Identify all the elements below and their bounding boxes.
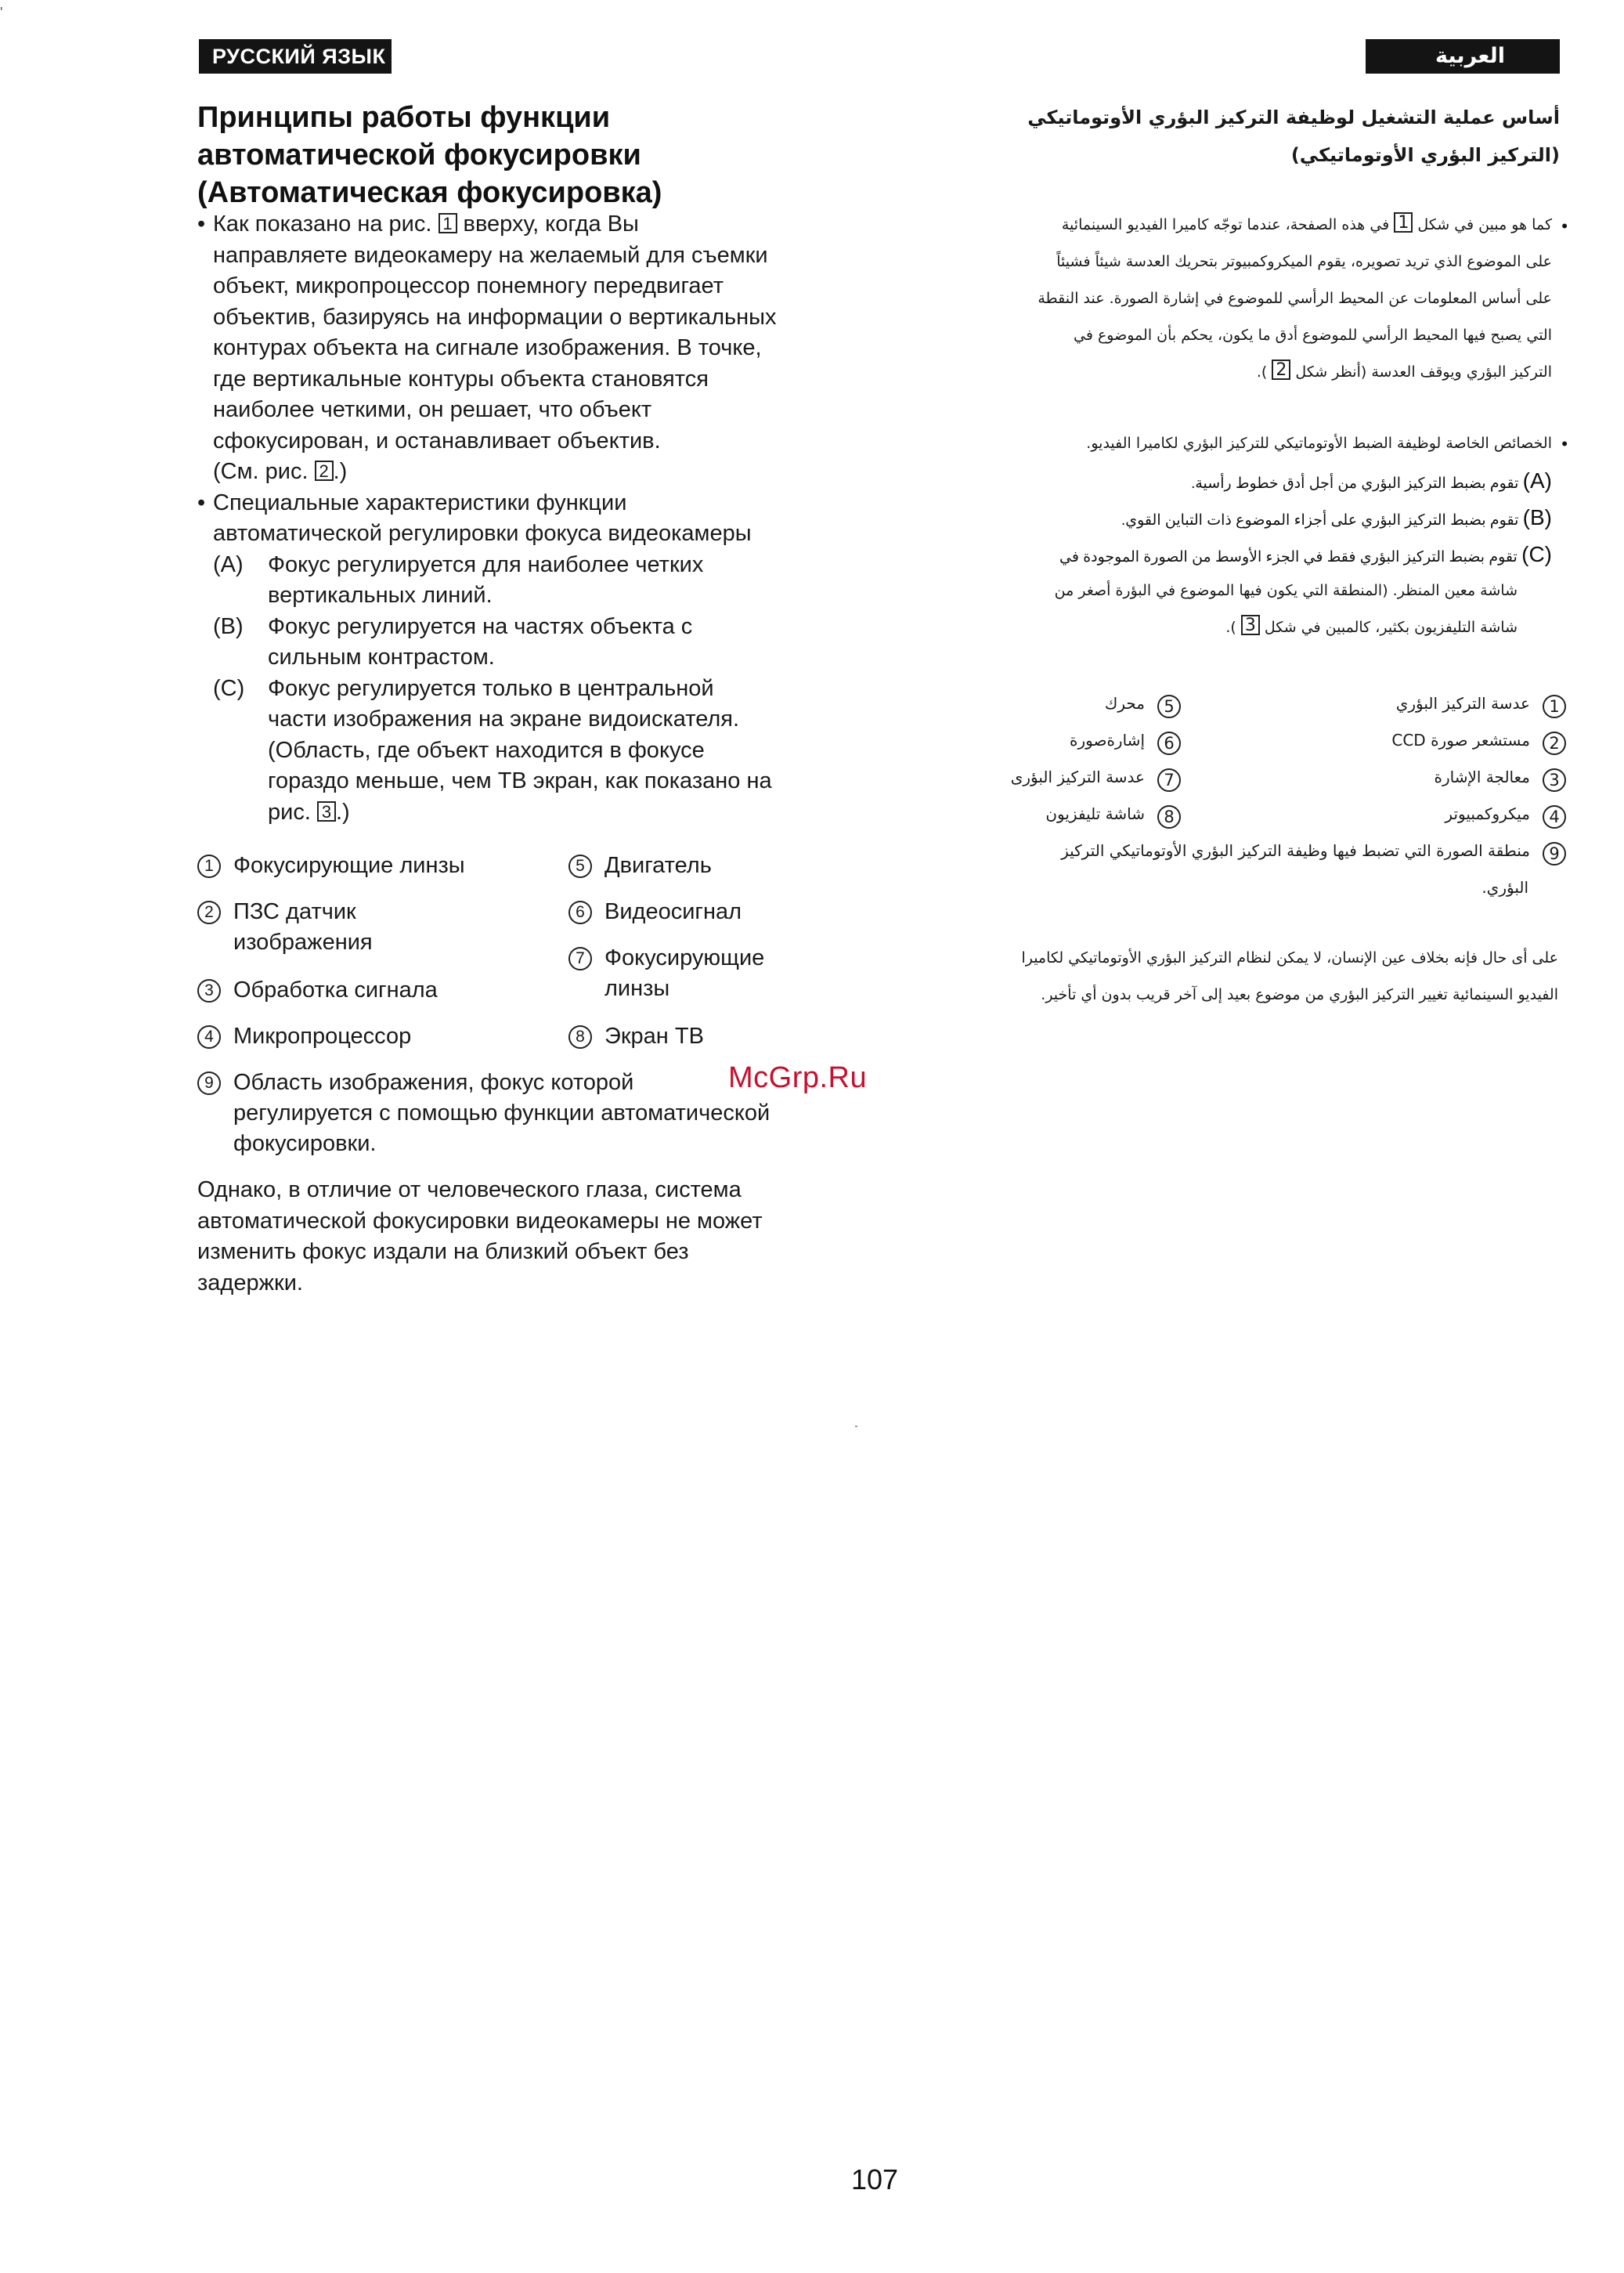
russian-bullet-1-line: направляете видеокамеру на желаемый для съемки [213,242,768,268]
russian-language-tag: РУССКИЙ ЯЗЫК [199,39,392,74]
figure-ref-box: 1 [438,213,457,233]
arabic-title [918,99,1560,174]
item-label: (B) [213,613,244,639]
arabic-title-line: أساس عملية التشغيل لوظيفة التركيز البؤري الأوتوماتيكي [1027,107,1560,128]
arabic-bullet-1: كما هو مبين في شكل 1 في هذه الصفحة، عندما توجّه كاميرا الفيديو السينمائية على الموضوع الذي تريد تصويره، يقوم الميكروكمبيوتر بتحريك العدسة شيئاً فشيئاً على أساس المعلومات عن المحيط الرأسي للموضوع في إشارة الصورة. عند النقطة التي يصبح فيها المحيط الرأسي للموضوع أدق ما يكون، يحكم بأن الموضوع في التركيز البؤري ويوقف العدسة (أنظر شكل 2 ). [1038,213,1552,381]
arabic-legend-item: 8شاشة تليفزيون [1045,796,1181,833]
circled-number: 9 [197,1071,221,1095]
speck [855,1426,857,1427]
page-number: 107 [851,2163,899,2195]
arabic-language-tag: العربية [1366,39,1560,74]
item-label: (C) [213,675,245,701]
russian-closing: Однако, в отличие от человеческого глаза, система автоматической фокусировки видеокамеры не может изменить фокус издали на близкий объект без задержки. [197,1177,763,1296]
bullet-marker: • [197,490,206,515]
russian-item-a: (A) Фокус регулируется для наиболее четких вертикальных линий. [197,550,839,612]
arabic-legend-item: 3معالجة الإشارة [1435,759,1567,796]
arabic-legend-item: 2مستشعر صورة CCD [1391,722,1566,759]
russian-bullet-2 [197,488,839,550]
arabic-item-c: (C) تقوم بضبط التركيز البؤري فقط في الجزء الأوسط من الصورة الموجودة في [1059,542,1552,566]
russian-item-c: (C) Фокус регулируется только в центральной части изображения на экране видоискателя. (Область, где объект находится в фокусе гораздо меньше, чем ТВ экран, как показано на рис. 3 .) [197,674,839,829]
circled-number: 8 [1157,805,1181,829]
russian-bullet-1-line: сфокусирован, и останавливает объектив. [213,428,661,454]
russian-bullet-1-line: где вертикальные контуры объекта становятся [213,366,709,392]
circled-number: 5 [1157,695,1181,718]
russian-title-line: (Автоматическая фокусировка) [197,176,662,209]
figure-ref-box: 1 [1394,212,1413,233]
arabic-item-c-continued: شاشة معين المنظر. (المنطقة التي يكون فيها الموضوع في البؤرة أصغر من شاشة التليفزيون بكثير، كالمبين في شكل 3 ). [1054,582,1518,636]
russian-body [197,209,839,828]
russian-title-line: автоматической фокусировки [197,139,641,172]
circled-number: 2 [1543,732,1566,755]
circled-number: 6 [1157,732,1181,755]
russian-bullet-1-line: объектив, базируясь на информации о вертикальных [213,304,777,330]
watermark: McGrp.Ru [728,1061,868,1094]
circled-number: 4 [1543,805,1566,829]
russian-bullet-1-line: (См. рис. 2 .) [213,459,348,484]
russian-bullet-1-line: объект, микропроцессор понемногу передвигает [213,273,724,298]
circled-number: 9 [1543,842,1566,865]
circled-number: 1 [1543,695,1566,718]
bullet-marker: • [1561,434,1568,454]
figure-ref-box: 2 [1272,360,1290,380]
circled-number: 2 [197,901,221,924]
bullet-marker: • [197,211,206,237]
circled-number: 6 [568,901,592,924]
russian-bullet-1 [197,209,839,488]
russian-bullet-1-line: наиболее четкими, он решает, что объект [213,397,652,422]
circled-number: 7 [1157,768,1181,792]
arabic-title-line: (التركيز البؤري الأوتوماتيكي) [1290,144,1560,166]
figure-ref-box: 3 [317,801,336,822]
bullet-marker: • [1561,216,1568,236]
russian-bullet-1-line: Как показано на рис. 1 вверху, когда Вы [213,211,639,237]
russian-title-line: Принципы работы функции [197,101,611,134]
russian-bullet-2-line: автоматической регулировки фокуса видеокамеры [213,521,752,546]
circled-number: 3 [1543,768,1566,792]
arabic-bullet-2-intro: الخصائص الخاصة لوظيفة الضبط الأوتوماتيكي للتركيز البؤري لكاميرا الفيديو. [1086,435,1552,452]
russian-title [197,99,902,211]
figure-ref-box: 2 [315,461,334,481]
arabic-legend-item: 9منطقة الصورة التي تضبط فيها وظيفة التركيز البؤري الأوتوماتيكي التركيز [1061,833,1566,869]
russian-bullet-2-line: Специальные характеристики функции [213,490,627,515]
corner-mark: ' [0,5,3,20]
circled-number: 3 [197,979,221,1003]
arabic-item-a: (A) تقوم بضبط التركيز البؤري من أجل أدق خطوط رأسية. [1191,468,1552,493]
arabic-item-b: (B) تقوم بضبط التركيز البؤري على أجزاء الموضوع ذات التباين القوي. [1121,505,1552,529]
circled-number: 7 [568,947,592,970]
arabic-legend-item: 4ميكروكمبيوتر [1445,796,1566,833]
circled-number: 8 [568,1025,592,1049]
arabic-legend-item: 5محرك [1105,685,1181,722]
arabic-closing: على أى حال فإنه بخلاف عين الإنسان، لا يمكن لنظام التركيز البؤري الأوتوماتيكي لكاميرا الفيديو السينمائية تغيير التركيز البؤري من موضوع بعيد إلى آخر قريب بدون أي تأخير. [1021,949,1558,1003]
arabic-legend-item: 7عدسة التركيز البؤرى [1011,759,1181,796]
arabic-legend-item: 1عدسة التركيز البؤري [1396,685,1566,722]
circled-number: 1 [197,855,221,878]
circled-number: 5 [568,855,592,878]
item-label: (A) [213,551,244,577]
russian-item-b: (B) Фокус регулируется на частях объекта с сильным контрастом. [197,612,839,674]
arabic-legend-item-cont: البؤري. [1481,878,1528,897]
circled-number: 4 [197,1025,221,1049]
arabic-legend-item: 6إشارةصورة [1070,722,1181,759]
figure-ref-box: 3 [1241,615,1260,635]
russian-bullet-1-line: контурах объекта на сигнале изображения. В точке, [213,335,762,360]
